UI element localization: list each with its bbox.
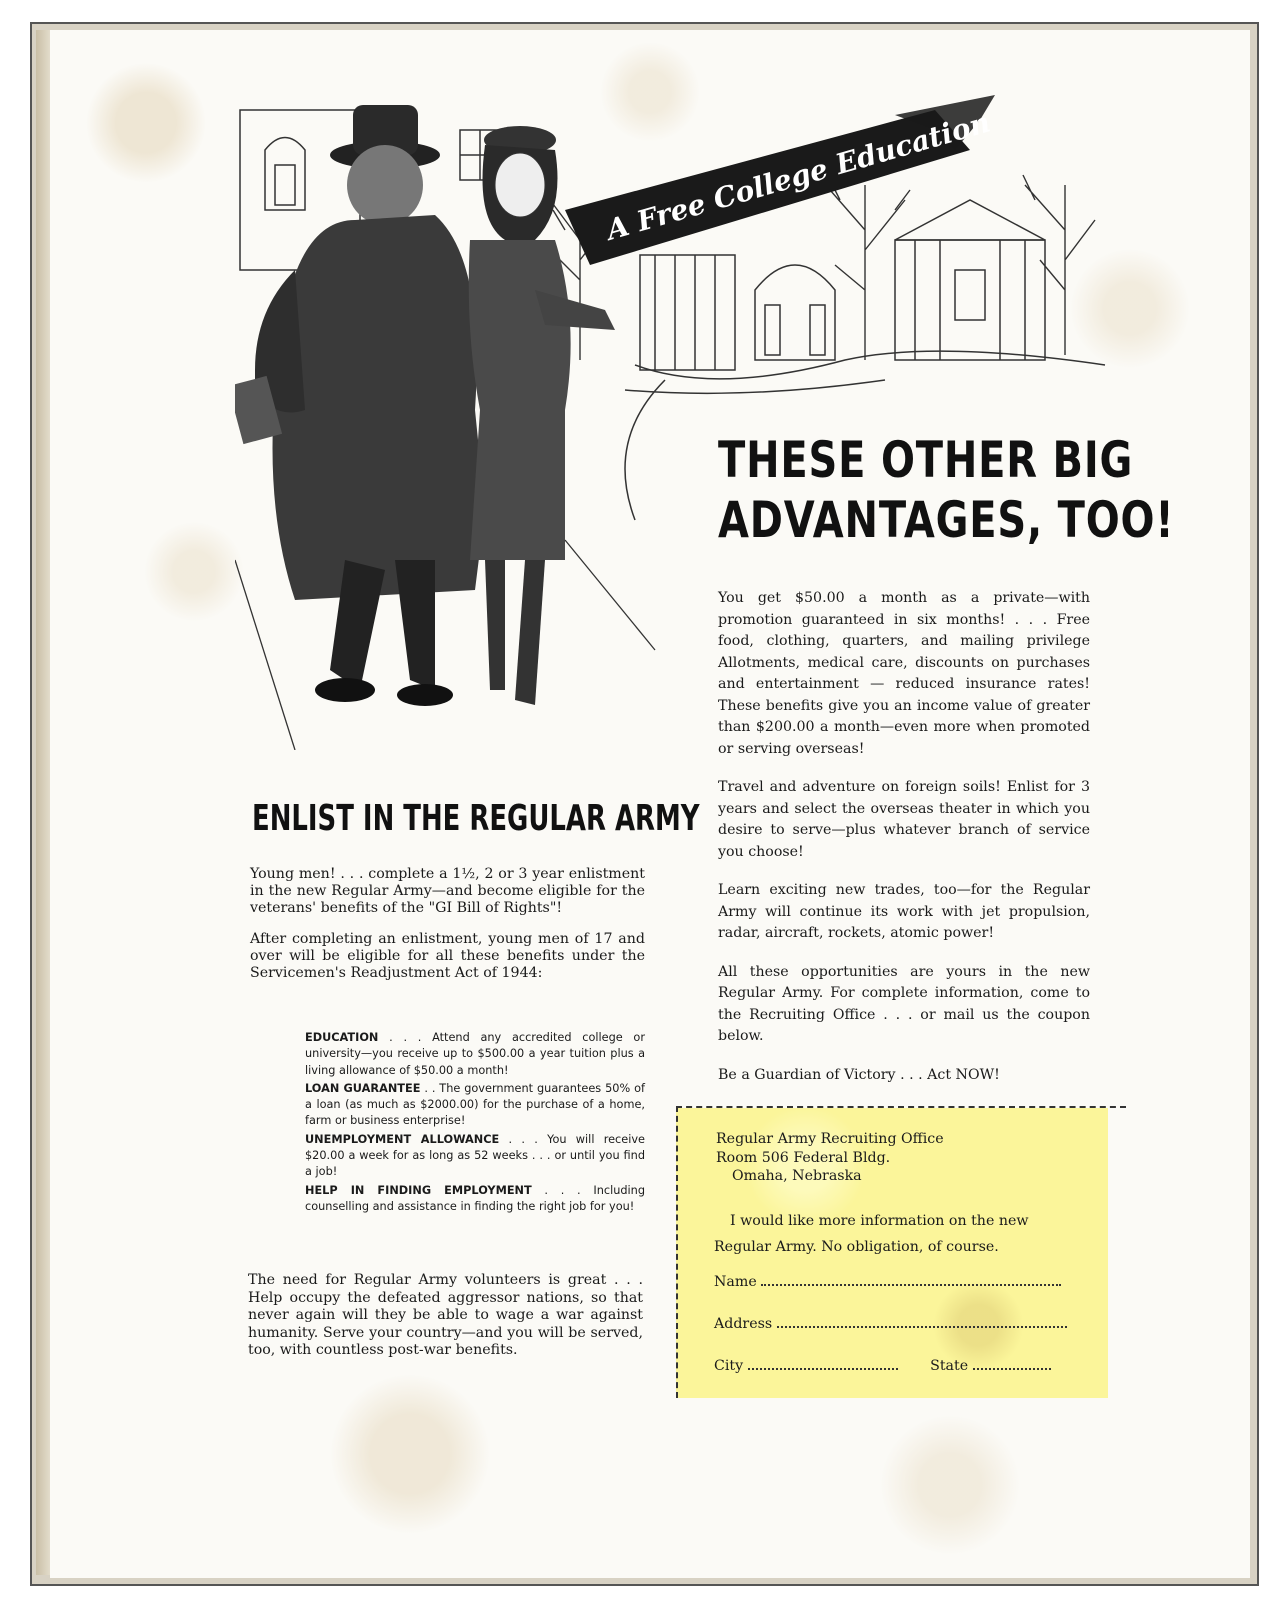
benefit-item <box>305 1030 645 1079</box>
state-label: State <box>930 1358 969 1374</box>
city-blank-line[interactable] <box>748 1358 898 1370</box>
address-label: Address <box>714 1316 773 1332</box>
enlist-headline: ENLIST IN THE REGULAR ARMY <box>252 798 700 839</box>
office-city: Omaha, Nebraska <box>732 1168 862 1184</box>
advantages-paragraph: Be a Guardian of Victory . . . Act NOW! <box>718 1066 1000 1083</box>
coupon-cut-line-top <box>676 1106 1126 1108</box>
benefits-list <box>305 1030 645 1217</box>
city-label: City <box>714 1358 744 1374</box>
man-figure <box>235 105 485 706</box>
recruiting-office-address <box>716 1130 944 1186</box>
page-spine-edge <box>36 30 50 1575</box>
benefit-text: . . . You will receive $20.00 a week for as long as 52 weeks . . . or until you find a job! <box>305 1132 645 1179</box>
advantages-headline <box>718 430 1175 550</box>
enlist-paragraph: Young men! . . . complete a 1½, 2 or 3 year enlistment in the new Regular Army—and become eligible for the veterans' benefits of the "GI Bill of Rights"! <box>250 866 645 916</box>
coupon-request-line1: I would like more information on the new <box>730 1213 1029 1229</box>
benefit-text: . . The government guarantees 50% of a loan (as much as $2000.00) for the purchase of a home, farm or business enterprise! <box>305 1081 645 1128</box>
benefit-text: . . . Including counselling and assistance in finding the right job for you! <box>305 1183 646 1213</box>
city-state-field[interactable] <box>714 1358 1051 1374</box>
advantages-paragraph: Learn exciting new trades, too—for the Regular Army will continue its work with jet propulsion, radar, aircraft, rockets, atomic power! <box>718 882 1090 941</box>
benefit-title: HELP IN FINDING EMPLOYMENT <box>305 1183 532 1197</box>
benefit-text: . . . Attend any accredited college or university—you receive up to $500.00 a year tuition plus a living allowance of $50.00 a month! <box>305 1031 645 1077</box>
office-name: Regular Army Recruiting Office <box>716 1131 944 1147</box>
benefit-item <box>305 1132 645 1181</box>
advantages-headline-line2: ADVANTAGES, TOO! <box>718 491 1175 549</box>
address-blank-line[interactable] <box>777 1316 1067 1328</box>
advantages-body <box>718 588 1090 1103</box>
address-field[interactable] <box>714 1316 1067 1332</box>
name-label: Name <box>714 1274 757 1290</box>
banner-text: A Free College Education <box>602 105 994 247</box>
benefit-title: EDUCATION <box>305 1031 379 1044</box>
office-room: Room 506 Federal Bldg. <box>716 1149 891 1166</box>
state-blank-line[interactable] <box>973 1358 1051 1370</box>
advantages-paragraph: Travel and adventure on foreign soils! Enlist for 3 years and select the overseas theater in which you desire to serve—plus whatever branch of service you choose! <box>718 779 1090 860</box>
benefit-title: LOAN GUARANTEE <box>305 1081 421 1095</box>
enlist-paragraph: After completing an enlistment, young men of 17 and over will be eligible for all these benefits under the Servicemen's Readjustment Act of 1944: <box>250 931 645 981</box>
advantages-headline-line1: THESE OTHER BIG <box>718 431 1134 489</box>
coupon-cut-line-left <box>676 1106 678 1398</box>
coupon-request-line2: Regular Army. No obligation, of course. <box>714 1239 999 1255</box>
enlist-body <box>250 866 645 996</box>
benefit-title: UNEMPLOYMENT ALLOWANCE <box>305 1132 500 1146</box>
benefit-item <box>305 1081 645 1130</box>
name-blank-line[interactable] <box>761 1274 1061 1286</box>
coupon-request-text <box>714 1208 1084 1260</box>
closing-paragraph: The need for Regular Army volunteers is great . . . Help occupy the defeated aggressor nations, so that never again will they be able to wage a war against humanity. Serve your country—and you will be served, too, with countless post-war benefits. <box>248 1272 643 1358</box>
name-field[interactable] <box>714 1274 1061 1290</box>
benefit-item <box>305 1183 645 1216</box>
advantages-paragraph: All these opportunities are yours in the new Regular Army. For complete information, come to the Recruiting Office . . . or mail us the coupon below. <box>718 963 1090 1044</box>
advantages-paragraph: You get $50.00 a month as a private—with promotion guaranteed in six months! . . . Free food, clothing, quarters, and mailing privilege Allotments, medical care, discounts on purchases and entertainment — reduced insurance rates! These benefits give you an income value of greater than $200.00 a month—even more when promoted or serving overseas! <box>718 590 1090 757</box>
